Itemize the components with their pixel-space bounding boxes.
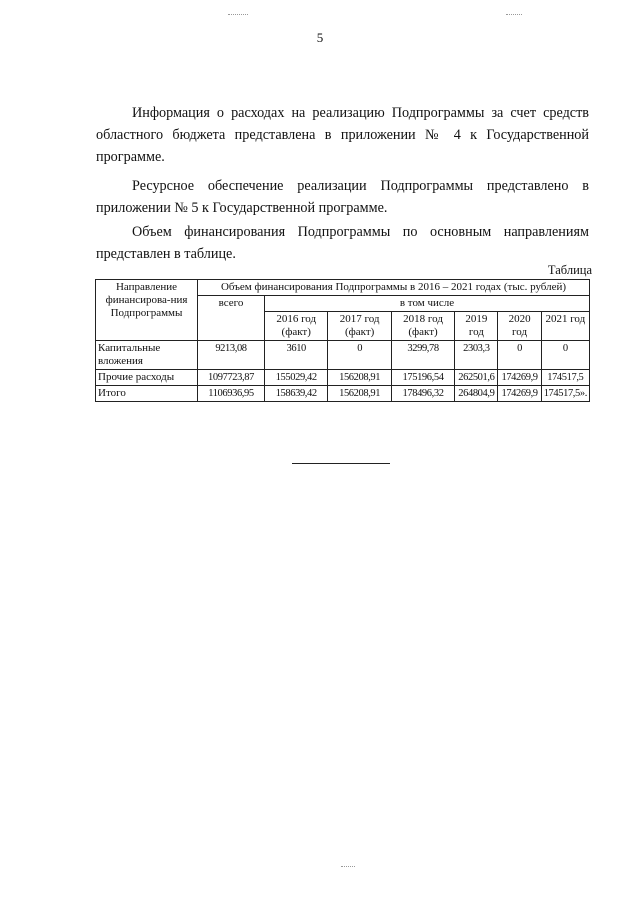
row-value: 2303,3 <box>455 341 498 370</box>
row-label: Итого <box>96 386 198 402</box>
header-funding-volume: Объем финансирования Подпрограммы в 2016 – 2021 годах (тыс. рублей) <box>198 280 590 296</box>
table-row <box>96 341 590 370</box>
header-direction: Направление финансирова-ния Подпрограммы <box>96 280 198 341</box>
row-value: 3299,78 <box>391 341 454 370</box>
header-year: 2019 год <box>455 312 498 341</box>
row-value: 174517,5». <box>541 386 589 402</box>
scan-speck <box>228 14 248 15</box>
header-year: 2020 год <box>498 312 541 341</box>
row-label: Капитальные вложения <box>96 341 198 370</box>
row-value: 155029,42 <box>265 370 328 386</box>
row-value: 175196,54 <box>391 370 454 386</box>
row-total: 9213,08 <box>198 341 265 370</box>
scan-speck <box>506 14 522 15</box>
scan-speck <box>341 866 355 867</box>
row-value: 174517,5 <box>541 370 589 386</box>
row-value: 156208,91 <box>328 370 391 386</box>
row-value: 262501,6 <box>455 370 498 386</box>
header-year: 2018 год (факт) <box>391 312 454 341</box>
row-value: 174269,9 <box>498 370 541 386</box>
paragraph-funding-volume <box>96 221 589 265</box>
paragraph-text: Объем финансирования Подпрограммы по основным направлениям представлен в таблице. <box>96 224 589 262</box>
row-value: 158639,42 <box>265 386 328 402</box>
row-value: 264804,9 <box>455 386 498 402</box>
paragraph-expenses-info <box>96 102 589 168</box>
end-divider <box>292 463 390 464</box>
row-value: 174269,9 <box>498 386 541 402</box>
header-year: 2021 год <box>541 312 589 341</box>
table-caption: Таблица <box>547 263 592 277</box>
row-total: 1097723,87 <box>198 370 265 386</box>
paragraph-text: Ресурсное обеспечение реализации Подпрограммы представлено в приложении № 5 к Государственной программе. <box>96 178 589 216</box>
header-total: всего <box>198 296 265 341</box>
header-including: в том числе <box>265 296 590 312</box>
table-row <box>96 386 590 402</box>
paragraph-resource-provision <box>96 175 589 219</box>
row-value: 3610 <box>265 341 328 370</box>
table-row <box>96 370 590 386</box>
funding-table <box>95 279 590 402</box>
row-value: 178496,32 <box>391 386 454 402</box>
row-value: 0 <box>541 341 589 370</box>
row-total: 1106936,95 <box>198 386 265 402</box>
paragraph-text: Информация о расходах на реализацию Подпрограммы за счет средств областного бюджета представлена в приложении № 4 к Государственной программе. <box>96 105 589 165</box>
header-year: 2016 год (факт) <box>265 312 328 341</box>
row-value: 156208,91 <box>328 386 391 402</box>
header-year: 2017 год (факт) <box>328 312 391 341</box>
page-number: 5 <box>316 30 324 45</box>
table-header-row <box>96 280 590 296</box>
row-label: Прочие расходы <box>96 370 198 386</box>
row-value: 0 <box>498 341 541 370</box>
row-value: 0 <box>328 341 391 370</box>
